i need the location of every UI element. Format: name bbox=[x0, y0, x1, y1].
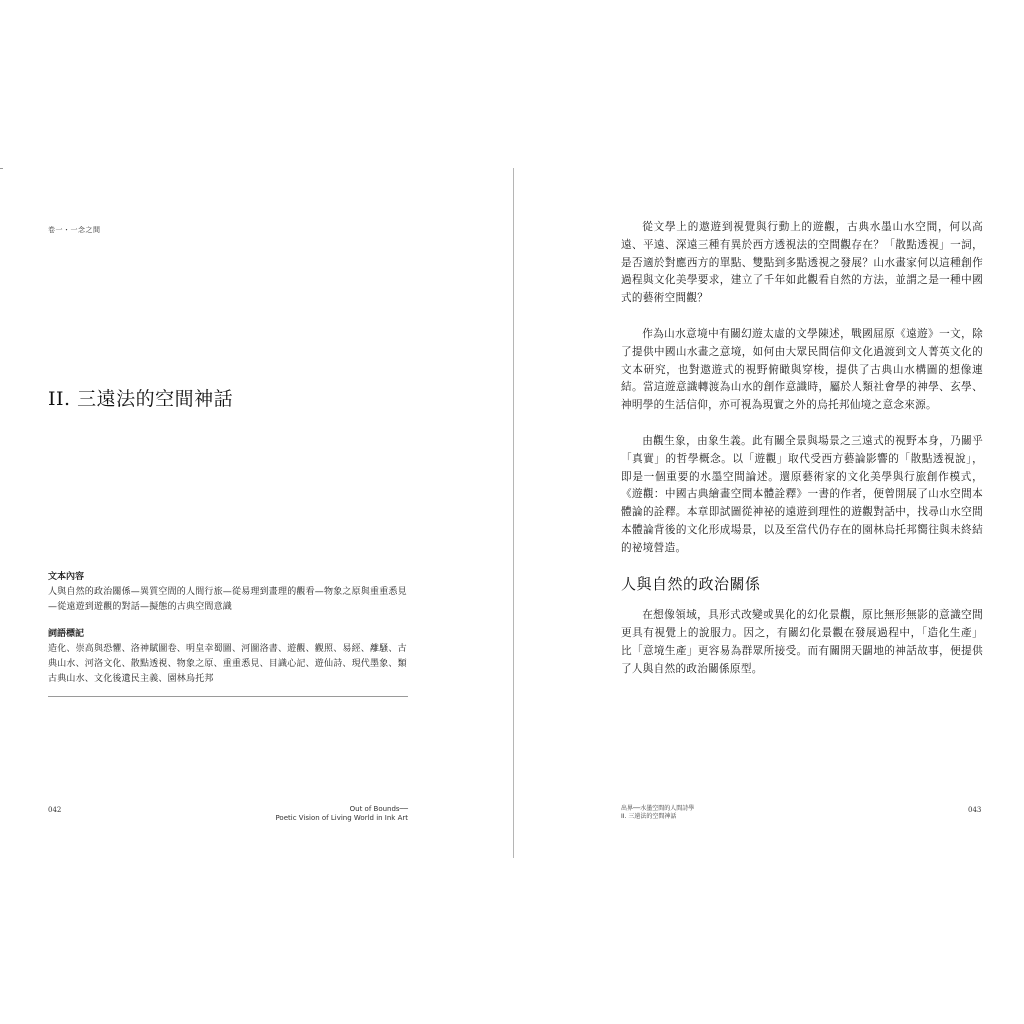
page-number-left: 042 bbox=[48, 806, 62, 814]
book-title-footer bbox=[275, 805, 408, 823]
page-edge-mark bbox=[0, 168, 3, 169]
footer-line-2: II. 三遠法的空間神話 bbox=[621, 813, 677, 820]
running-head: 卷一・一念之間 bbox=[48, 226, 101, 234]
right-page bbox=[514, 0, 1024, 1024]
footer-title-line-1: Out of Bounds── bbox=[349, 805, 408, 813]
footer-line-1: 出界──水墨空間的人間詩學 bbox=[621, 805, 695, 812]
footer-title-line-2: Poetic Vision of Living World in Ink Art bbox=[275, 814, 408, 822]
divider bbox=[48, 696, 408, 697]
chapter-footer bbox=[621, 805, 694, 821]
section-title: II. 三遠法的空間神話 bbox=[48, 388, 234, 410]
keywords-text: 造化、崇高與恐懼、洛神賦圖卷、明皇幸蜀圖、河圖洛書、遊觀、觀照、易經、離騷、古典山水、河洛文化、散點透視、物象之原、重重悉見、目識心記、遊仙詩、現代墨象、類古典山水、文化後遺民主義、園林烏托邦 bbox=[48, 644, 407, 684]
chapter-meta bbox=[48, 570, 408, 699]
keywords-heading: 詞語標記 bbox=[48, 629, 85, 639]
paragraph: 從文學上的遨遊到視覺與行動上的遊觀，古典水墨山水空間，何以高遠、平遠、深遠三種有異於西方透視法的空間觀存在？「散點透視」一詞，是否適於對應西方的單點、雙點到多點透視之發展？山水畫家何以這種創作過程與文化美學要求，建立了千年如此觀看自然的方法，並謂之是一種中國式的藝術空間觀？ bbox=[621, 221, 983, 305]
subheading: 人與自然的政治關係 bbox=[621, 574, 761, 593]
paragraph: 由觀生象，由象生義。此有關全景與場景之三遠式的視野本身，乃關乎「真實」的哲學概念。以「遊觀」取代受西方藝論影響的「散點透視說」，即是一個重要的水墨空間論述。還原藝術家的文化美學與行旅創作模式，《遊觀：中國古典繪畫空間本體詮釋》一書的作者，便曾開展了山水空間本體論的詮釋。本章即試圖從神祕的遠遊到理性的遊觀對話中，找尋山水空間本體論背後的文化形成場景，以及至當代仍存在的園林烏托邦嚮往與未終結的祕境營造。 bbox=[621, 434, 983, 554]
page-number-right: 043 bbox=[968, 806, 982, 814]
paragraph: 作為山水意境中有關幻遊太虛的文學陳述，戰國屈原《遠遊》一文，除了提供中國山水畫之意境，如何由大眾民間信仰文化過渡到文人菁英文化的文本研究，也對遨遊式的視野俯瞰與穿梭，提供了古典山水構圖的想像連結。當這遊意識轉渡為山水的創作意識時，屬於人類社會學的神學、玄學、神明學的生活信仰，亦可視為現實之外的烏托邦仙境之意念來源。 bbox=[621, 327, 983, 412]
content-heading: 文本內容 bbox=[48, 572, 85, 582]
body-text bbox=[621, 219, 983, 697]
paragraph: 在想像領域，具形式改變或異化的幻化景觀，原比無形無影的意識空間更具有視覺上的說服力。因之，有關幻化景觀在發展過程中，「造化生產」比「意境生產」更容易為群眾所接受。而有關開天闢地的神話故事，便提供了人與自然的政治關係原型。 bbox=[621, 609, 983, 675]
content-text: 人與自然的政治關係—異質空間的人間行旅—從易理到畫理的觀看—物象之原與重重悉見—從遠遊到遊觀的對話—擬態的古典空間意識 bbox=[48, 587, 407, 612]
